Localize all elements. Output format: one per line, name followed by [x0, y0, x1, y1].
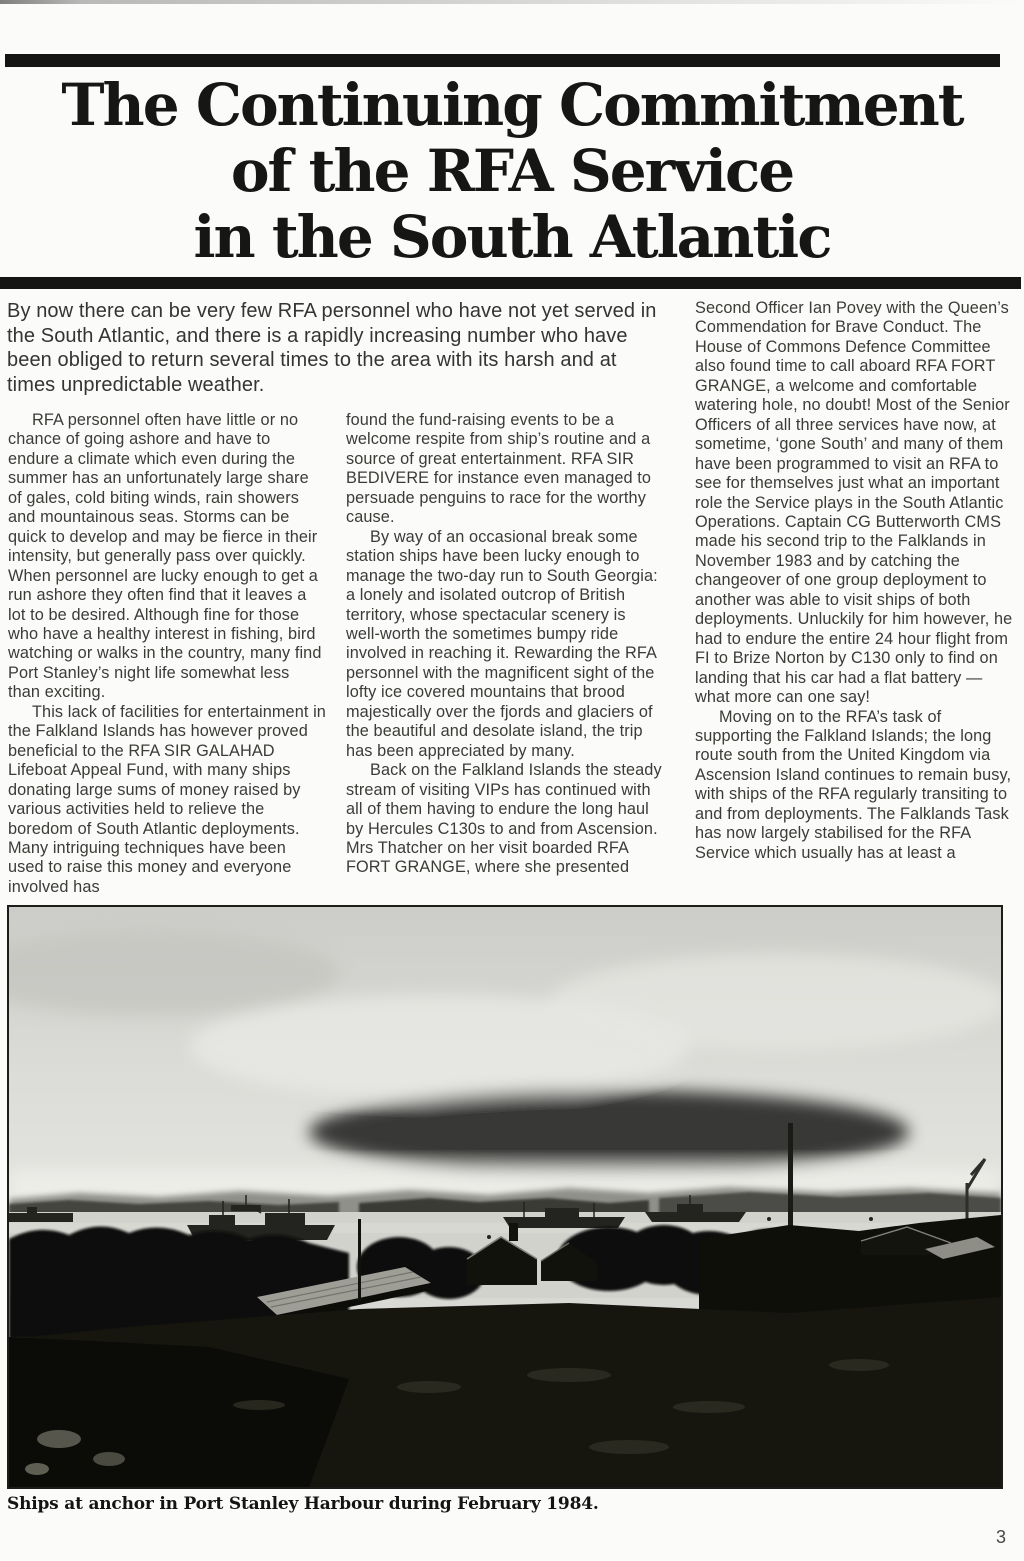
article-paragraph: RFA personnel often have little or no chance of going ashore and have to endure a climate which even during the summer has an unfortunately large share of gales, cold biting winds, rain showers and mountainous seas. Storms can be quick to develop and may be fierce in their intensity, but generally pass over quickly. When personnel are lucky enough to get a run ashore they often find that it leaves a lot to be desired. Although fine for those who have a healthy interest in fishing, bird watching or walks in the country, many find Port Stanley’s night life somewhat less than exciting. [8, 411, 322, 702]
article-column-1 [8, 411, 326, 897]
article-paragraph: Back on the Falkland Islands the steady stream of visiting VIPs has continued with all of them having to endure the long haul by Hercules C130s to and from Ascension. Mrs Thatcher on her visit boarded RFA FORT GRANGE, where she presented [346, 761, 662, 877]
article-paragraph: found the fund-raising events to be a welcome respite from ship’s routine and a source of great entertainment. RFA SIR BEDIVERE for instance even managed to persuade penguins to race for the worthy cause. [346, 411, 652, 527]
page-number: 3 [995, 1527, 1006, 1547]
article-lede: By now there can be very few RFA personnel who have not yet served in the South Atlantic, and there is a rapidly increasing number who have been obliged to return several times to the area with its harsh and at times unpredictable weather. [7, 300, 657, 396]
article-column-3 [695, 299, 1016, 863]
roof-pole [358, 1219, 361, 1301]
ship-silhouette [9, 1213, 73, 1222]
article-paragraph: This lack of facilities for entertainment in the Falkland Islands has however proved beneficial to the RFA SIR GALAHAD Lifeboat Appeal Fund, with many ships donating large sums of money raised by various activities held to relieve the boredom of South Atlantic deployments. Many intriguing techniques have been used to raise this money and everyone involved has [8, 702, 326, 896]
article-paragraph: Moving on to the RFA’s task of supporting the Falkland Islands; the long route south from the United Kingdom via Ascension Island continues to remain busy, with ships of the RFA regularly transiting to and from deployments. The Falklands Task has now largely stabilised for the RFA Service which usually has at least a [695, 707, 1012, 862]
foreground-hillside [9, 1215, 1001, 1487]
article-column-2 [346, 411, 664, 878]
article-title-line: of the RFA Service [230, 137, 794, 205]
harbour-photo [7, 905, 1003, 1489]
article-title-line: in the South Atlantic [193, 203, 831, 271]
article-paragraph: Second Officer Ian Povey with the Queen’s Commendation for Brave Conduct. The House of Commons Defence Committee also found time to call aboard RFA FORT GRANGE, a welcome and comfortable watering hole, no doubt! Most of the Senior Officers of all three services have now, at sometime, ‘gone South’ and many of them have been programmed to visit an RFA to see for themselves just what an important role the Service plays in the South Atlantic Operations. Captain CG Butterworth CMS made his second trip to the Falklands in November 1983 and by catching the changeover of one group deployment to another was able to visit ships of both deployments. Unluckily for him however, he had to endure the entire 24 hour flight from FI to Brize Norton by C130 only to find on landing that his car had a flat battery — what more can one say! [695, 299, 1013, 707]
harbour-photo-art [9, 907, 1001, 1487]
mid-rule [0, 277, 1021, 289]
article-paragraph: By way of an occasional break some station ships have been lucky enough to manage the two-day run to South Georgia: a lonely and isolated outcrop of British territory, whose spectacular scenery is well-worth the sometimes bumpy ride involved in reaching it. Rewarding the RFA personnel with the magnificent sight of the lofty ice covered mountains that brood majestically over the fjords and glaciers of the beautiful and desolate island, the trip has been appreciated by many. [346, 527, 658, 760]
article-title-line: The Continuing Commitment [61, 71, 963, 139]
article-title [0, 72, 1024, 270]
photo-caption: Ships at anchor in Port Stanley Harbour during February 1984. [7, 1494, 599, 1514]
top-rule [5, 54, 1000, 67]
scan-edge-artifact [0, 0, 1024, 4]
